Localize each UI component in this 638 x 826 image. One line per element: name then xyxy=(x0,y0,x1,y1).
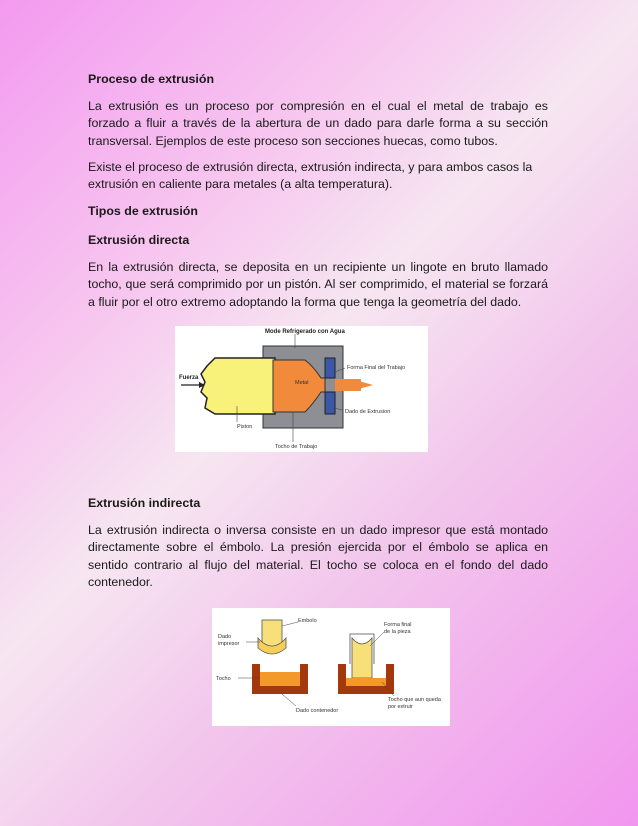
label-final-line2: de la pieza xyxy=(384,629,411,635)
label-final-line1: Forma final xyxy=(384,622,412,628)
billet-right xyxy=(346,678,386,686)
types-title: Tipos de extrusión xyxy=(88,204,198,218)
indirect-extrusion-title: Extrusión indirecta xyxy=(88,496,201,510)
direct-extrusion-figure xyxy=(175,326,428,452)
label-remaining-line1: Tocho que aun queda xyxy=(388,697,441,703)
direct-extrusion-paragraph: En la extrusión directa, se deposita en un recipiente un lingote en bruto llamado tocho, que será comprimido por un pistón. Al ser comprimido, el material se forzará a fluir por el otro extremo adoptando la forma que tenga la geometría del dado. xyxy=(88,260,548,309)
label-plunger: Embolo xyxy=(298,618,317,624)
section-title: Proceso de extrusión xyxy=(88,72,215,86)
indirect-extrusion-paragraph: La extrusión indirecta o inversa consiste en un dado impresor que está montado directamente sobre el émbolo. La presión ejercida por el émbolo se aplica en sentido contrario al flujo del material. El tocho se coloca en el fondo del dado contenedor. xyxy=(88,523,548,590)
label-final-shape: Forma Final del Trabajo xyxy=(347,365,406,371)
die-top xyxy=(325,358,335,378)
label-cooling: Mode Refrigerado con Agua xyxy=(265,329,345,335)
label-die-line2: impresor xyxy=(218,641,240,647)
label-billet: Tocho xyxy=(216,676,231,682)
indirect-extrusion-figure xyxy=(212,608,450,726)
label-die: Dado de Extrusion xyxy=(345,409,391,415)
label-die-line1: Dado xyxy=(218,634,232,640)
intro-paragraph-1: La extrusión es un proceso por compresión en el cual el metal de trabajo es forzado a fluir a través de la abertura de un dado para darle forma a su sección transversal. Ejemplos de este proceso son secciones huecas, como tubos. xyxy=(88,99,548,148)
direct-extrusion-title: Extrusión directa xyxy=(88,233,190,247)
piston-shape xyxy=(201,358,275,414)
flow-arrow-icon xyxy=(355,380,373,390)
label-remaining-line2: por extruir xyxy=(388,704,413,710)
billet-left xyxy=(260,672,300,686)
final-part-right xyxy=(352,638,372,678)
intro-paragraph-2: Existe el proceso de extrusión directa, extrusión indirecta, y para ambos casos la extrusión en caliente para metales (a alta temperatura). xyxy=(88,160,533,192)
die-bottom xyxy=(325,392,335,414)
label-metal: Metal xyxy=(295,380,309,386)
label-piston: Piston xyxy=(237,424,253,430)
label-billet: Tocho de Trabajo xyxy=(275,444,318,450)
label-container: Dado contenedor xyxy=(296,708,339,714)
label-force: Fuerza xyxy=(179,375,199,381)
